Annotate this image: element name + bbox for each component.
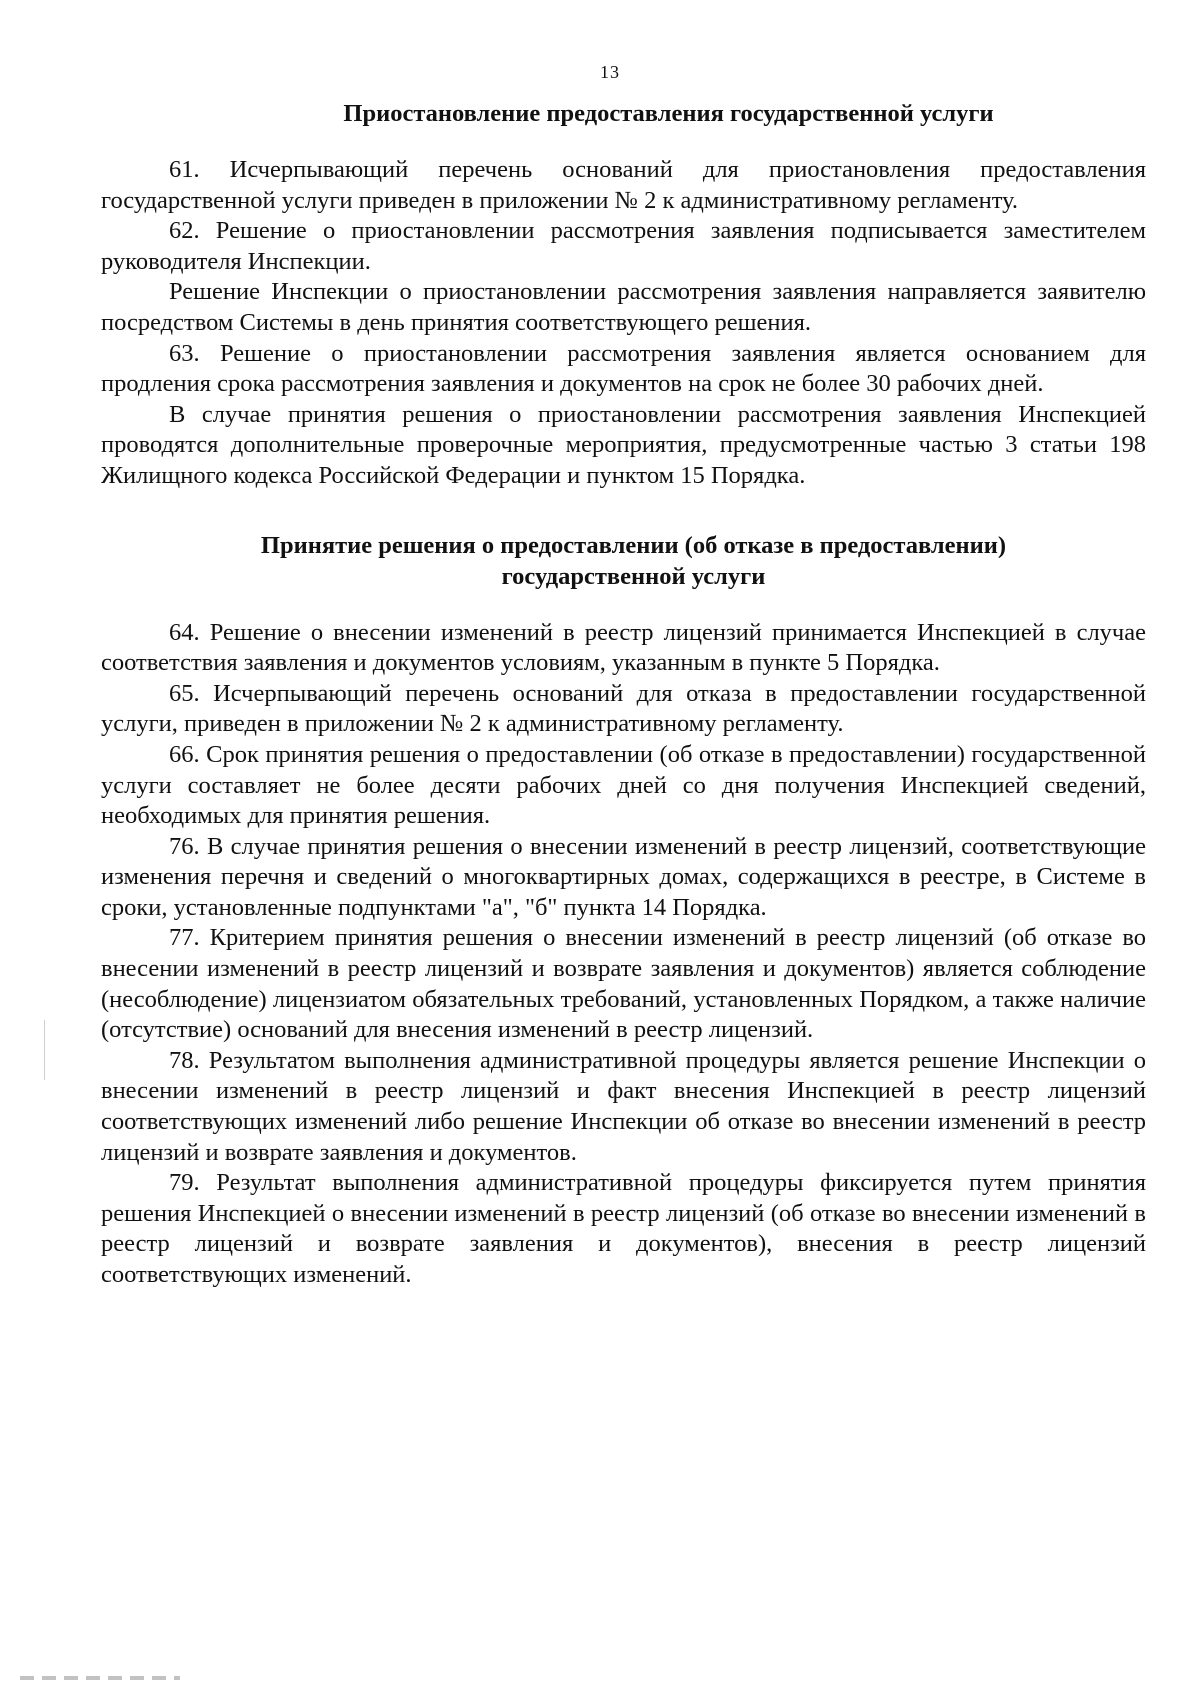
paragraph-62-notice: Решение Инспекции о приостановлении рассмотрения заявления направляется заявителю посредством Системы в день принятия соответствующего решения. [101,278,1146,336]
paragraph-77: 77. Критерием принятия решения о внесении изменений в реестр лицензий (об отказе во внесении изменений в реестр лицензий и возврате заявления и документов) является соблюдение (несоблюдение) лицензиатом обязательных требований, установленных Порядком, а также наличие (отсутствие) оснований для внесения изменений в реестр лицензий. [101,924,1146,1044]
paragraph-63: 63. Решение о приостановлении рассмотрения заявления является основанием для продления срока рассмотрения заявления и документов на срок не более 30 рабочих дней. [101,339,1146,398]
paragraph-76: 76. В случае принятия решения о внесении изменений в реестр лицензий, соответствующие изменения перечня и сведений о многоквартирных домах, содержащихся в реестре, в Системе в сроки, установленные подпунктами "а", "б" пункта 14 Порядка. [101,832,1146,921]
scan-edge-marks [20,1676,180,1680]
document-body [101,98,1146,1291]
paragraph-78: 78. Результатом выполнения административной процедуры является решение Инспекции о внесении изменений в реестр лицензий и факт внесения Инспекцией в реестр лицензий соответствующих изменений либо решение Инспекции об отказе во внесении изменений в реестр лицензий и возврате заявления и документов. [101,1046,1146,1166]
section-heading-decision [101,530,1146,592]
paragraph-63-inspection: В случае принятия решения о приостановлении рассмотрения заявления Инспекцией проводятся дополнительные проверочные мероприятия, предусмотренные частью 3 статьи 198 Жилищного кодекса Российской Федерации и пунктом 15 Порядка. [101,400,1146,489]
paragraph-66: 66. Срок принятия решения о предоставлении (об отказе в предоставлении) государственной услуги составляет не более десяти рабочих дней со дня получения Инспекцией сведений, необходимых для принятия решения. [101,740,1146,830]
section-heading-decision-line2: государственной услуги [501,562,766,590]
paragraph-61: 61. Исчерпывающий перечень оснований для приостановления предоставления государственной услуги приведен в приложении № 2 к административному регламенту. [101,156,1146,214]
paragraph-79: 79. Результат выполнения административной процедуры фиксируется путем принятия решения Инспекцией о внесении изменений в реестр лицензий (об отказе во внесении изменений в реестр лицензий и возврате заявления и документов), внесения в реестр лицензий соответствующих изменений. [101,1169,1146,1288]
scan-margin-mark [44,1020,45,1080]
paragraph-62: 62. Решение о приостановлении рассмотрения заявления подписывается заместителем руководителя Инспекции. [101,217,1146,275]
paragraph-65: 65. Исчерпывающий перечень оснований для отказа в предоставлении государственной услуги, приведен в приложении № 2 к административному регламенту. [101,679,1146,738]
section-heading-suspension: Приостановление предоставления государственной услуги [343,100,994,127]
paragraph-64: 64. Решение о внесении изменений в реестр лицензий принимается Инспекцией в случае соответствия заявления и документов условиям, указанным в пункте 5 Порядка. [101,618,1146,677]
page-number: 13 [600,62,620,82]
section-heading-decision-line1: Принятие решения о предоставлении (об отказе в предоставлении) [260,531,1007,559]
